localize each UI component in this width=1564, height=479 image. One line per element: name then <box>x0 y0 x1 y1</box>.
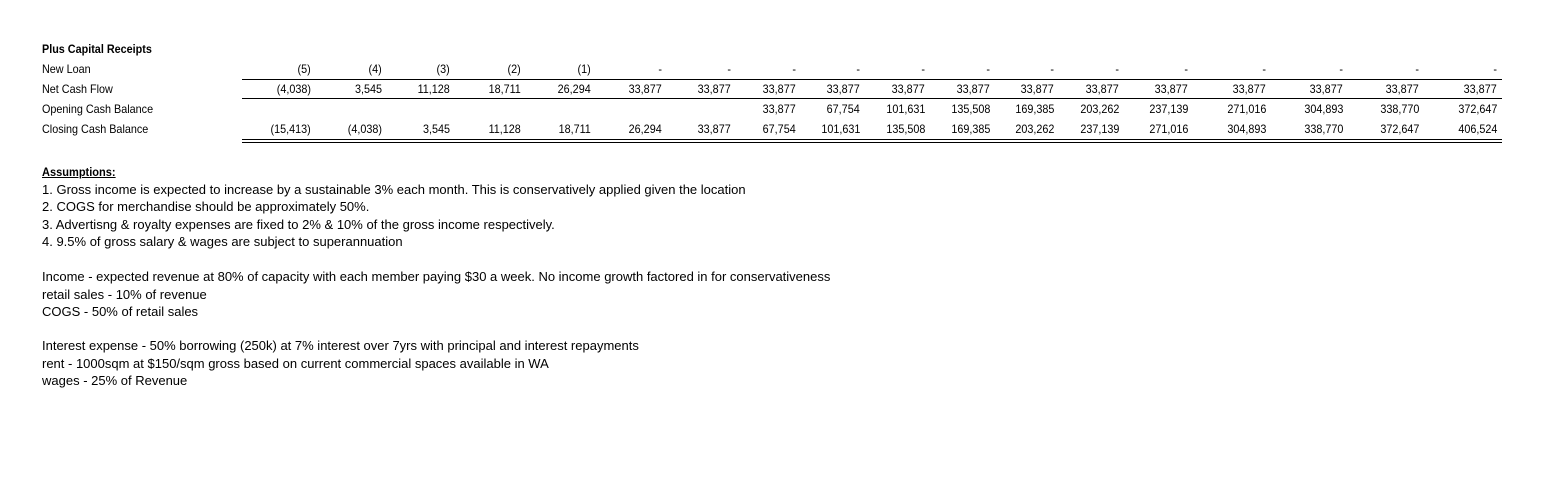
value-cell: 67,754 <box>826 102 860 116</box>
opening-cash-balance-row <box>0 99 1564 119</box>
value-cell: (1) <box>577 62 591 76</box>
value-cell: 33,877 <box>697 82 731 96</box>
value-cell: - <box>792 62 796 76</box>
value-cell: 18,711 <box>488 82 521 96</box>
income-notes-block <box>42 268 830 321</box>
value-cell: 237,139 <box>1148 102 1188 116</box>
value-cell: - <box>1050 62 1054 76</box>
value-cell: 3,545 <box>422 122 450 136</box>
value-cell: 33,877 <box>1232 82 1266 96</box>
value-cell: 33,877 <box>891 82 925 96</box>
value-cell: 18,711 <box>558 122 591 136</box>
value-cell: - <box>1262 62 1266 76</box>
value-cell: 203,262 <box>1014 122 1054 136</box>
value-cell: 135,508 <box>950 102 990 116</box>
value-cell: (4,038) <box>276 82 311 96</box>
value-cell: 33,877 <box>697 122 731 136</box>
value-cell: 33,877 <box>1020 82 1054 96</box>
value-cell: 67,754 <box>762 122 796 136</box>
value-cell: 11,128 <box>417 82 450 96</box>
value-cell: 304,893 <box>1303 102 1343 116</box>
row-label: Net Cash Flow <box>42 82 113 96</box>
value-cell: (15,413) <box>270 122 311 136</box>
value-cell: 33,877 <box>1154 82 1188 96</box>
row-label: New Loan <box>42 62 91 76</box>
value-cell: 271,016 <box>1226 102 1266 116</box>
income-note: Income - expected revenue at 80% of capacity with each member paying $30 a week. No income growth factored in for conservativeness <box>42 269 831 284</box>
value-cell: - <box>1493 62 1497 76</box>
value-cell: 26,294 <box>628 122 662 136</box>
expense-note: rent - 1000sqm at $150/sqm gross based on current commercial spaces available in WA <box>42 355 549 371</box>
value-cell: (4,038) <box>347 122 382 136</box>
expense-note: wages - 25% of Revenue <box>42 373 188 388</box>
value-cell: 372,647 <box>1457 102 1497 116</box>
assumption-item: 3. Advertisng & royalty expenses are fixed to 2% & 10% of the gross income respectively. <box>42 216 555 232</box>
value-cell: 33,877 <box>762 82 796 96</box>
value-cell: 33,877 <box>1385 82 1419 96</box>
value-cell: (4) <box>368 62 382 76</box>
value-cell: 26,294 <box>557 82 591 96</box>
value-cell: 11,128 <box>488 122 521 136</box>
value-cell: - <box>727 62 731 76</box>
value-cell: 203,262 <box>1079 102 1119 116</box>
assumption-item: 1. Gross income is expected to increase by a sustainable 3% each month. This is conservatively applied given the location <box>42 181 746 197</box>
closing-cash-balance-row <box>0 119 1564 139</box>
value-cell: 33,877 <box>826 82 860 96</box>
value-cell: 237,139 <box>1079 122 1119 136</box>
double-underline-top <box>242 139 1502 140</box>
value-cell: 169,385 <box>950 122 990 136</box>
expense-notes-block <box>42 337 639 390</box>
value-cell: 33,877 <box>1463 82 1497 96</box>
value-cell: 33,877 <box>956 82 990 96</box>
value-cell: - <box>921 62 925 76</box>
value-cell: (2) <box>507 62 521 76</box>
value-cell: 304,893 <box>1226 122 1266 136</box>
assumptions-title: Assumptions: <box>42 165 116 179</box>
value-cell: (5) <box>297 62 311 76</box>
double-underline-bottom <box>242 142 1502 143</box>
value-cell: 33,877 <box>1085 82 1119 96</box>
income-note: retail sales - 10% of revenue <box>42 286 207 302</box>
value-cell: 33,877 <box>1309 82 1343 96</box>
value-cell: 3,545 <box>354 82 382 96</box>
value-cell: - <box>1415 62 1419 76</box>
value-cell: 406,524 <box>1457 122 1497 136</box>
value-cell: 101,631 <box>885 102 925 116</box>
value-cell: - <box>986 62 990 76</box>
assumption-item: 4. 9.5% of gross salary & wages are subject to superannuation <box>42 234 403 249</box>
row-label: Opening Cash Balance <box>42 102 154 116</box>
capital-section-header-row <box>0 39 1564 59</box>
value-cell: 33,877 <box>762 102 796 116</box>
row-label: Closing Cash Balance <box>42 122 149 136</box>
new-loan-row <box>0 59 1564 79</box>
value-cell: (3) <box>436 62 450 76</box>
assumptions-block <box>42 163 746 251</box>
assumption-item: 2. COGS for merchandise should be approximately 50%. <box>42 199 370 214</box>
value-cell: - <box>856 62 860 76</box>
value-cell: - <box>1339 62 1343 76</box>
value-cell: - <box>658 62 662 76</box>
value-cell: 135,508 <box>885 122 925 136</box>
value-cell: 338,770 <box>1379 102 1419 116</box>
value-cell: - <box>1184 62 1188 76</box>
income-note: COGS - 50% of retail sales <box>42 304 199 319</box>
value-cell: 271,016 <box>1148 122 1188 136</box>
value-cell: 338,770 <box>1303 122 1343 136</box>
value-cell: 101,631 <box>820 122 860 136</box>
capital-section-title: Plus Capital Receipts <box>42 42 152 56</box>
value-cell: - <box>1115 62 1119 76</box>
expense-note: Interest expense - 50% borrowing (250k) at 7% interest over 7yrs with principal and interest repayments <box>42 338 639 353</box>
value-cell: 372,647 <box>1379 122 1419 136</box>
net-cash-flow-row <box>0 79 1564 99</box>
value-cell: 169,385 <box>1014 102 1054 116</box>
value-cell: 33,877 <box>628 82 662 96</box>
